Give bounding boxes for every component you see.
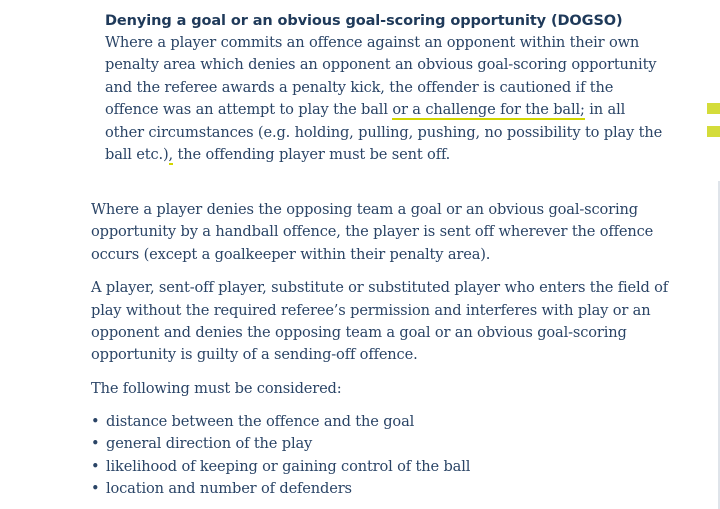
dogso-paragraph (105, 32, 665, 166)
list-item: • likelihood of keeping or gaining control of the ball (91, 456, 681, 478)
dogso-text-after: the offending player must be sent off. (173, 146, 451, 164)
list-item: • location and number of defenders (91, 478, 681, 500)
amended-text: or a challenge for the ball; (392, 101, 585, 119)
main-body (91, 199, 681, 500)
dogso-text-middle: in all other circumstances (e.g. holding, pulling, pushing, no possibility to play the ball etc.) (105, 101, 663, 164)
considerations-list (91, 411, 681, 500)
amended-comma: , (168, 146, 174, 164)
entering-field-paragraph: A player, sent-off player, substitute or substituted player who enters the field of play without the required referee’s permission and interferes with play or an opponent and denies the opposing team a goal or an obvious goal-scoring opportunity is guilty of a sending-off offence. (91, 279, 669, 364)
amendment-marker (707, 103, 720, 114)
section-heading: Denying a goal or an obvious goal-scoring opportunity (DOGSO) (105, 13, 623, 29)
dogso-boxed-section (105, 11, 665, 166)
considerations-intro: The following must be considered: (91, 379, 342, 397)
handball-paragraph: Where a player denies the opposing team a goal or an obvious goal-scoring opportunity by a handball offence, the player is sent off wherever the offence occurs (except a goalkeeper within their penalty area). (91, 201, 654, 263)
amendment-marker (707, 126, 720, 137)
list-item: • distance between the offence and the goal (91, 411, 681, 433)
list-item: • general direction of the play (91, 433, 681, 455)
dogso-text-before: Where a player commits an offence against an opponent within their own penalty area which denies an opponent an obvious goal-scoring opportunity and the referee awards a penalty kick, the offender is cautioned if the offence was an attempt to play the ball (105, 34, 657, 119)
